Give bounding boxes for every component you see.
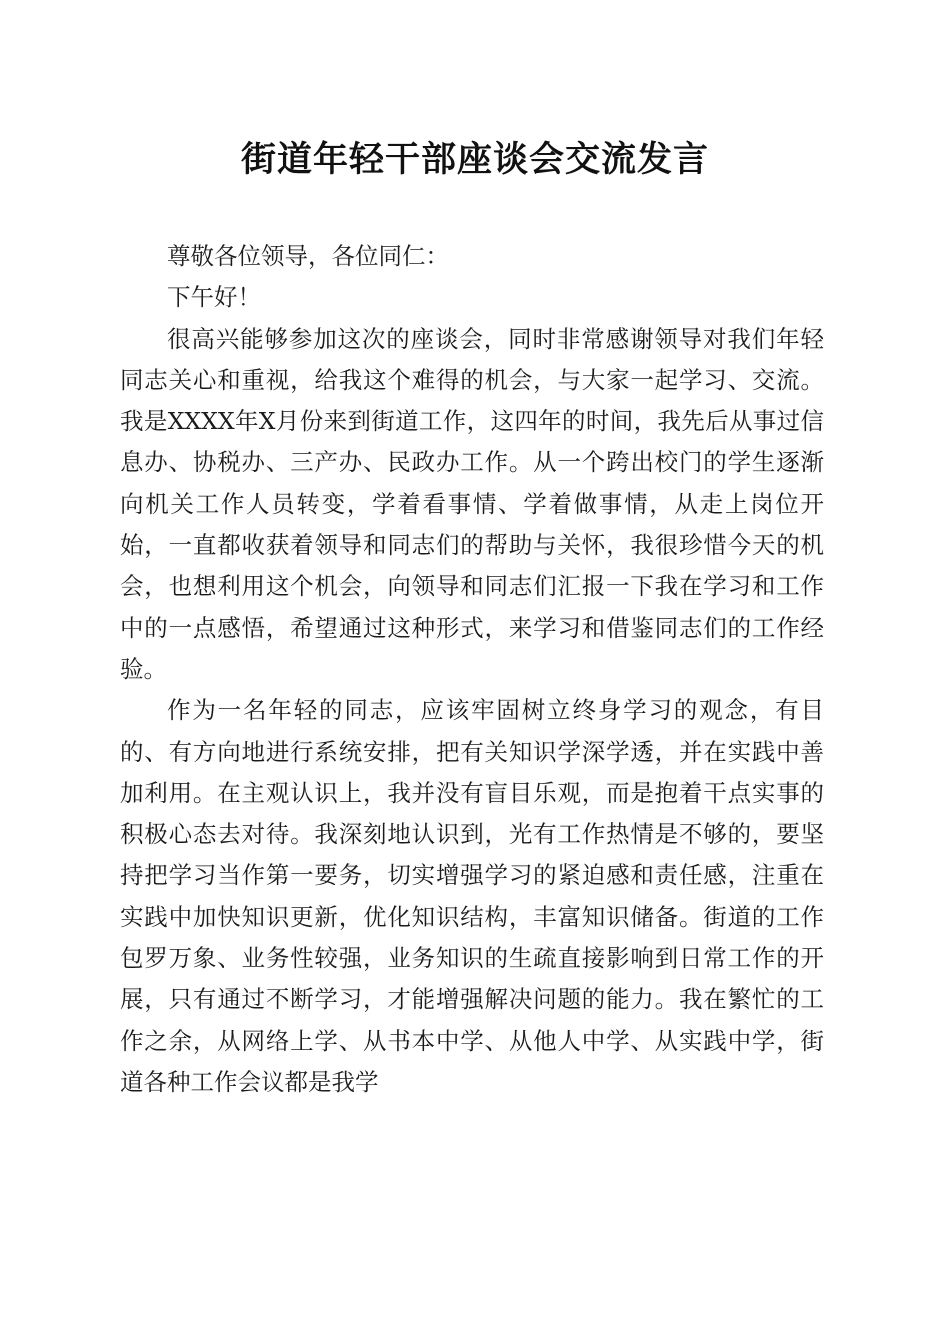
salutation: 尊敬各位领导，各位同仁： xyxy=(167,242,449,270)
document-body xyxy=(120,236,824,1103)
paragraph-learning: 作为一名年轻的同志，应该牢固树立终身学习的观念，有目的、有方向地进行系统安排，把有关知识学深学透，并在实践中善加利用。在主观认识上，我并没有盲目乐观，而是抱着干点实事的积极心态去对待。我深刻地认识到，光有工作热情是不够的，要坚持把学习当作第一要务，切实增强学习的紧迫感和责任感，注重在实践中加快知识更新，优化知识结构，丰富知识储备。街道的工作包罗万象、业务性较强，业务知识的生疏直接影响到日常工作的开展，只有通过不断学习，才能增强解决问题的能力。我在繁忙的工作之余，从网络上学、从书本中学、从他人中学、从实践中学，街道各种工作会议都是我学 xyxy=(120,696,824,1096)
paragraph-intro: 很高兴能够参加这次的座谈会，同时非常感谢领导对我们年轻同志关心和重视，给我这个难得的机会，与大家一起学习、交流。我是XXXX年X月份来到街道工作，这四年的时间，我先后从事过信息办、协税办、三产办、民政办工作。从一个跨出校门的学生逐渐向机关工作人员转变，学着看事情、学着做事情，从走上岗位开始，一直都收获着领导和同志们的帮助与关怀，我很珍惜今天的机会，也想利用这个机会，向领导和同志们汇报一下我在学习和工作中的一点感悟，希望通过这种形式，来学习和借鉴同志们的工作经验。 xyxy=(120,324,824,683)
document-title: 街道年轻干部座谈会交流发言 xyxy=(240,139,709,180)
greeting: 下午好！ xyxy=(167,283,261,312)
